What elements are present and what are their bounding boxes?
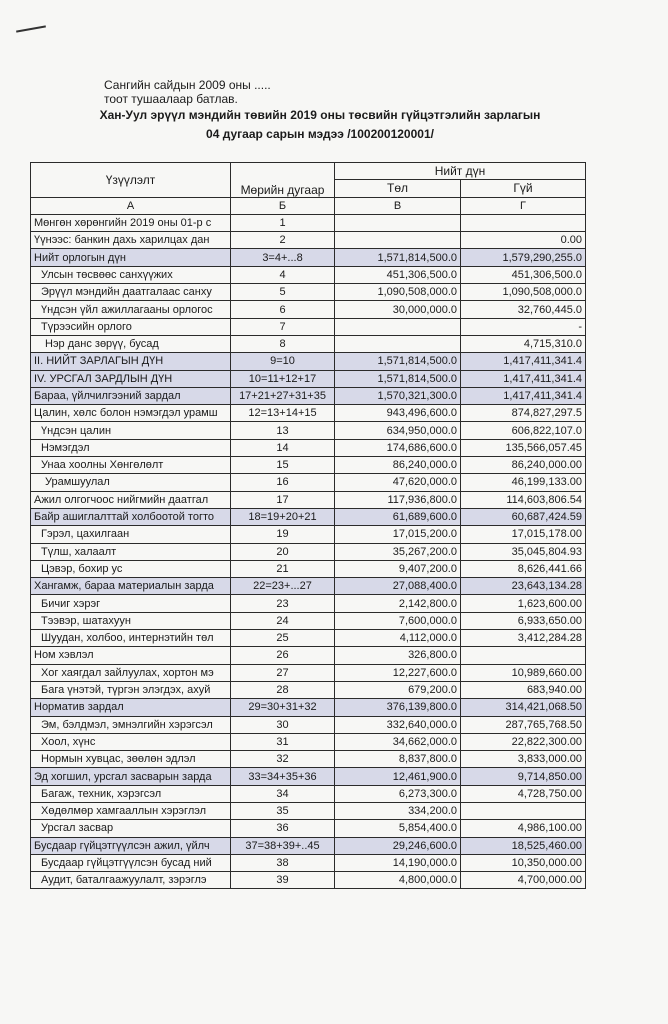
row-line-no: 38 xyxy=(231,854,335,871)
row-name: II. НИЙТ ЗАРЛАГЫН ДҮН xyxy=(31,353,231,370)
row-line-no: 12=13+14+15 xyxy=(231,405,335,422)
table-row xyxy=(31,872,586,889)
row-plan-value xyxy=(335,335,461,352)
row-name: Цэвэр, бохир ус xyxy=(31,560,231,577)
row-actual-value: 10,350,000.00 xyxy=(461,854,586,871)
table-row xyxy=(31,387,586,404)
table-row xyxy=(31,405,586,422)
row-actual-value: 22,822,300.00 xyxy=(461,733,586,750)
row-plan-value: 376,139,800.0 xyxy=(335,699,461,716)
row-line-no: 27 xyxy=(231,664,335,681)
row-name: Хог хаягдал зайлуулах, хортон мэ xyxy=(31,664,231,681)
row-actual-value: 1,417,411,341.4 xyxy=(461,370,586,387)
row-name: Бага үнэтэй, түргэн элэгдэх, ахуй xyxy=(31,681,231,698)
row-plan-value: 29,246,600.0 xyxy=(335,837,461,854)
row-name: Бараа, үйлчилгээний зардал xyxy=(31,387,231,404)
row-name: Ном хэвлэл xyxy=(31,647,231,664)
row-line-no: 14 xyxy=(231,439,335,456)
row-plan-value: 27,088,400.0 xyxy=(335,578,461,595)
header-plan: Төл xyxy=(335,180,461,197)
row-plan-value: 12,461,900.0 xyxy=(335,768,461,785)
row-actual-value: 1,417,411,341.4 xyxy=(461,387,586,404)
table-row xyxy=(31,837,586,854)
row-plan-value: 47,620,000.0 xyxy=(335,474,461,491)
row-line-no: 9=10 xyxy=(231,353,335,370)
table-row xyxy=(31,370,586,387)
row-line-no: 16 xyxy=(231,474,335,491)
row-plan-value: 334,200.0 xyxy=(335,802,461,819)
row-plan-value: 6,273,300.0 xyxy=(335,785,461,802)
table-row xyxy=(31,854,586,871)
row-actual-value: 10,989,660.00 xyxy=(461,664,586,681)
row-line-no: 33=34+35+36 xyxy=(231,768,335,785)
row-actual-value: 8,626,441.66 xyxy=(461,560,586,577)
row-line-no: 18=19+20+21 xyxy=(231,508,335,525)
row-line-no: 6 xyxy=(231,301,335,318)
row-line-no: 13 xyxy=(231,422,335,439)
row-actual-value: 135,566,057.45 xyxy=(461,439,586,456)
row-line-no: 21 xyxy=(231,560,335,577)
row-line-no: 17+21+27+31+35 xyxy=(231,387,335,404)
row-line-no: 10=11+12+17 xyxy=(231,370,335,387)
row-plan-value: 86,240,000.0 xyxy=(335,457,461,474)
row-actual-value: 6,933,650.00 xyxy=(461,612,586,629)
row-name: Үүнээс: банкин дахь харилцах дан xyxy=(31,232,231,249)
row-actual-value: - xyxy=(461,318,586,335)
row-name: Бусдаар гүйцэтгүүлсэн бусад ний xyxy=(31,854,231,871)
row-plan-value: 174,686,600.0 xyxy=(335,439,461,456)
row-line-no: 15 xyxy=(231,457,335,474)
row-actual-value: 32,760,445.0 xyxy=(461,301,586,318)
row-actual-value: 1,417,411,341.4 xyxy=(461,353,586,370)
row-plan-value: 12,227,600.0 xyxy=(335,664,461,681)
row-line-no: 34 xyxy=(231,785,335,802)
header-indicator: Үзүүлэлт xyxy=(31,163,231,198)
row-name: Нормын хувцас, зөөлөн эдлэл xyxy=(31,751,231,768)
row-name: Байр ашиглалттай холбоотой тогто xyxy=(31,508,231,525)
row-actual-value: 4,986,100.00 xyxy=(461,820,586,837)
row-line-no: 24 xyxy=(231,612,335,629)
table-row xyxy=(31,612,586,629)
row-actual-value: 17,015,178.00 xyxy=(461,526,586,543)
row-name: Хөдөлмөр хамгааллын хэрэглэл xyxy=(31,802,231,819)
table-row xyxy=(31,249,586,266)
table-row xyxy=(31,266,586,283)
table-row xyxy=(31,543,586,560)
row-actual-value: 3,833,000.00 xyxy=(461,751,586,768)
row-name: Гэрэл, цахилгаан xyxy=(31,526,231,543)
row-line-no: 26 xyxy=(231,647,335,664)
table-row xyxy=(31,681,586,698)
row-name: Эрүүл мэндийн даатгалаас санху xyxy=(31,284,231,301)
row-line-no: 8 xyxy=(231,335,335,352)
row-plan-value: 8,837,800.0 xyxy=(335,751,461,768)
row-actual-value: 287,765,768.50 xyxy=(461,716,586,733)
table-row xyxy=(31,353,586,370)
row-actual-value: 3,412,284.28 xyxy=(461,630,586,647)
row-actual-value: 874,827,297.5 xyxy=(461,405,586,422)
row-plan-value: 1,571,814,500.0 xyxy=(335,353,461,370)
row-name: Цалин, хөлс болон нэмэгдэл урамш xyxy=(31,405,231,422)
table-row xyxy=(31,785,586,802)
row-line-no: 17 xyxy=(231,491,335,508)
row-plan-value: 2,142,800.0 xyxy=(335,595,461,612)
row-name: Түрээсийн орлого xyxy=(31,318,231,335)
table-header xyxy=(31,163,586,215)
row-name: Үндсэн цалин xyxy=(31,422,231,439)
row-plan-value xyxy=(335,232,461,249)
row-name: Хоол, хүнс xyxy=(31,733,231,750)
budget-table xyxy=(30,162,586,889)
row-name: Үндсэн үйл ажиллагааны орлогос xyxy=(31,301,231,318)
row-plan-value: 61,689,600.0 xyxy=(335,508,461,525)
table-row xyxy=(31,647,586,664)
table-row xyxy=(31,578,586,595)
row-plan-value: 5,854,400.0 xyxy=(335,820,461,837)
header-letter-d: Г xyxy=(461,197,586,214)
table-row xyxy=(31,335,586,352)
report-title: Хан-Уул эрүүл мэндийн төвийн 2019 оны төсвийн гүйцэтгэлийн зарлагын xyxy=(99,108,541,122)
table-row xyxy=(31,630,586,647)
row-actual-value: 46,199,133.00 xyxy=(461,474,586,491)
row-actual-value: 35,045,804.93 xyxy=(461,543,586,560)
row-line-no: 3=4+...8 xyxy=(231,249,335,266)
header-letter-a: А xyxy=(31,197,231,214)
row-line-no: 31 xyxy=(231,733,335,750)
row-name: Мөнгөн хөрөнгийн 2019 оны 01-р с xyxy=(31,214,231,231)
row-name: Эм, бэлдмэл, эмнэлгийн хэрэгсэл xyxy=(31,716,231,733)
table-row xyxy=(31,526,586,543)
table-row xyxy=(31,508,586,525)
header-actual: Гүй xyxy=(461,180,586,197)
row-actual-value: 1,090,508,000.0 xyxy=(461,284,586,301)
row-line-no: 2 xyxy=(231,232,335,249)
row-name: Норматив зардал xyxy=(31,699,231,716)
table-row xyxy=(31,214,586,231)
row-plan-value xyxy=(335,318,461,335)
row-line-no: 35 xyxy=(231,802,335,819)
row-plan-value: 1,090,508,000.0 xyxy=(335,284,461,301)
table-body xyxy=(31,214,586,889)
row-actual-value: 683,940.00 xyxy=(461,681,586,698)
row-name: Тээвэр, шатахуун xyxy=(31,612,231,629)
row-plan-value: 451,306,500.0 xyxy=(335,266,461,283)
row-plan-value: 4,112,000.0 xyxy=(335,630,461,647)
row-plan-value: 17,015,200.0 xyxy=(335,526,461,543)
table-row xyxy=(31,284,586,301)
row-name: Аудит, баталгаажуулалт, зэрэглэ xyxy=(31,872,231,889)
table-row xyxy=(31,802,586,819)
table-row xyxy=(31,232,586,249)
row-actual-value: 60,687,424.59 xyxy=(461,508,586,525)
row-line-no: 1 xyxy=(231,214,335,231)
table-row xyxy=(31,664,586,681)
row-actual-value: 4,728,750.00 xyxy=(461,785,586,802)
row-name: Хангамж, бараа материалын зарда xyxy=(31,578,231,595)
row-name: Түлш, халаалт xyxy=(31,543,231,560)
row-plan-value: 14,190,000.0 xyxy=(335,854,461,871)
approval-note xyxy=(104,78,271,106)
approval-line-2: тоот тушаалаар батлав. xyxy=(104,92,238,106)
row-plan-value xyxy=(335,214,461,231)
row-line-no: 39 xyxy=(231,872,335,889)
table-row xyxy=(31,768,586,785)
table-row xyxy=(31,439,586,456)
row-name: Эд хогшил, урсгал засварын зарда xyxy=(31,768,231,785)
row-name: Урамшуулал xyxy=(31,474,231,491)
row-actual-value xyxy=(461,214,586,231)
row-plan-value: 9,407,200.0 xyxy=(335,560,461,577)
row-actual-value xyxy=(461,802,586,819)
row-name: Багаж, техник, хэрэгсэл xyxy=(31,785,231,802)
table-row xyxy=(31,422,586,439)
row-name: Бичиг хэрэг xyxy=(31,595,231,612)
row-name: Нийт орлогын дүн xyxy=(31,249,231,266)
row-plan-value: 117,936,800.0 xyxy=(335,491,461,508)
row-line-no: 32 xyxy=(231,751,335,768)
row-line-no: 19 xyxy=(231,526,335,543)
row-line-no: 37=38+39+..45 xyxy=(231,837,335,854)
approval-line-1: Сангийн сайдын 2009 оны ..... xyxy=(104,78,271,92)
table-row xyxy=(31,716,586,733)
row-name: Бусдаар гүйцэтгүүлсэн ажил, үйлч xyxy=(31,837,231,854)
row-name: Улсын төсвөөс санхүүжих xyxy=(31,266,231,283)
row-actual-value: 314,421,068.50 xyxy=(461,699,586,716)
row-actual-value: 451,306,500.0 xyxy=(461,266,586,283)
row-plan-value: 4,800,000.0 xyxy=(335,872,461,889)
row-actual-value: 114,603,806.54 xyxy=(461,491,586,508)
row-line-no: 28 xyxy=(231,681,335,698)
table-row xyxy=(31,301,586,318)
table-row xyxy=(31,820,586,837)
row-actual-value: 9,714,850.00 xyxy=(461,768,586,785)
row-line-no: 4 xyxy=(231,266,335,283)
table-row xyxy=(31,457,586,474)
header-line-no: Мөрийн дугаар xyxy=(231,163,335,198)
row-actual-value: 18,525,460.00 xyxy=(461,837,586,854)
row-line-no: 5 xyxy=(231,284,335,301)
row-name: Урсгал засвар xyxy=(31,820,231,837)
header-letter-b: Б xyxy=(231,197,335,214)
table-row xyxy=(31,733,586,750)
table-row xyxy=(31,595,586,612)
row-line-no: 22=23+...27 xyxy=(231,578,335,595)
row-plan-value: 35,267,200.0 xyxy=(335,543,461,560)
row-plan-value: 34,662,000.0 xyxy=(335,733,461,750)
row-actual-value: 23,643,134.28 xyxy=(461,578,586,595)
row-name: Шуудан, холбоо, интернэтийн төл xyxy=(31,630,231,647)
row-plan-value: 326,800.0 xyxy=(335,647,461,664)
row-name: Унаа хоолны Хөнгөлөлт xyxy=(31,457,231,474)
row-actual-value xyxy=(461,647,586,664)
row-plan-value: 634,950,000.0 xyxy=(335,422,461,439)
row-name: Нэр данс зөрүү, бусад xyxy=(31,335,231,352)
row-line-no: 25 xyxy=(231,630,335,647)
row-line-no: 29=30+31+32 xyxy=(231,699,335,716)
row-plan-value: 679,200.0 xyxy=(335,681,461,698)
row-actual-value: 1,579,290,255.0 xyxy=(461,249,586,266)
row-plan-value: 30,000,000.0 xyxy=(335,301,461,318)
row-actual-value: 4,700,000.00 xyxy=(461,872,586,889)
row-name: Нэмэгдэл xyxy=(31,439,231,456)
row-line-no: 23 xyxy=(231,595,335,612)
table-row xyxy=(31,699,586,716)
row-name: IV. УРСГАЛ ЗАРДЛЫН ДҮН xyxy=(31,370,231,387)
row-actual-value: 86,240,000.00 xyxy=(461,457,586,474)
table-row xyxy=(31,560,586,577)
row-actual-value: 4,715,310.0 xyxy=(461,335,586,352)
table-row xyxy=(31,318,586,335)
row-plan-value: 1,570,321,300.0 xyxy=(335,387,461,404)
row-plan-value: 1,571,814,500.0 xyxy=(335,249,461,266)
header-total: Нийт дүн xyxy=(335,163,586,180)
row-actual-value: 606,822,107.0 xyxy=(461,422,586,439)
row-actual-value: 1,623,600.00 xyxy=(461,595,586,612)
row-line-no: 36 xyxy=(231,820,335,837)
row-plan-value: 943,496,600.0 xyxy=(335,405,461,422)
row-name: Ажил олгогчоос нийгмийн даатгал xyxy=(31,491,231,508)
row-plan-value: 332,640,000.0 xyxy=(335,716,461,733)
header-letter-c: В xyxy=(335,197,461,214)
report-subtitle: 04 дугаар сарын мэдээ /100200120001/ xyxy=(206,127,434,141)
table-row xyxy=(31,491,586,508)
row-plan-value: 1,571,814,500.0 xyxy=(335,370,461,387)
row-line-no: 20 xyxy=(231,543,335,560)
pen-mark xyxy=(16,25,46,32)
table-row xyxy=(31,474,586,491)
row-actual-value: 0.00 xyxy=(461,232,586,249)
row-line-no: 7 xyxy=(231,318,335,335)
table-row xyxy=(31,751,586,768)
row-plan-value: 7,600,000.0 xyxy=(335,612,461,629)
row-line-no: 30 xyxy=(231,716,335,733)
